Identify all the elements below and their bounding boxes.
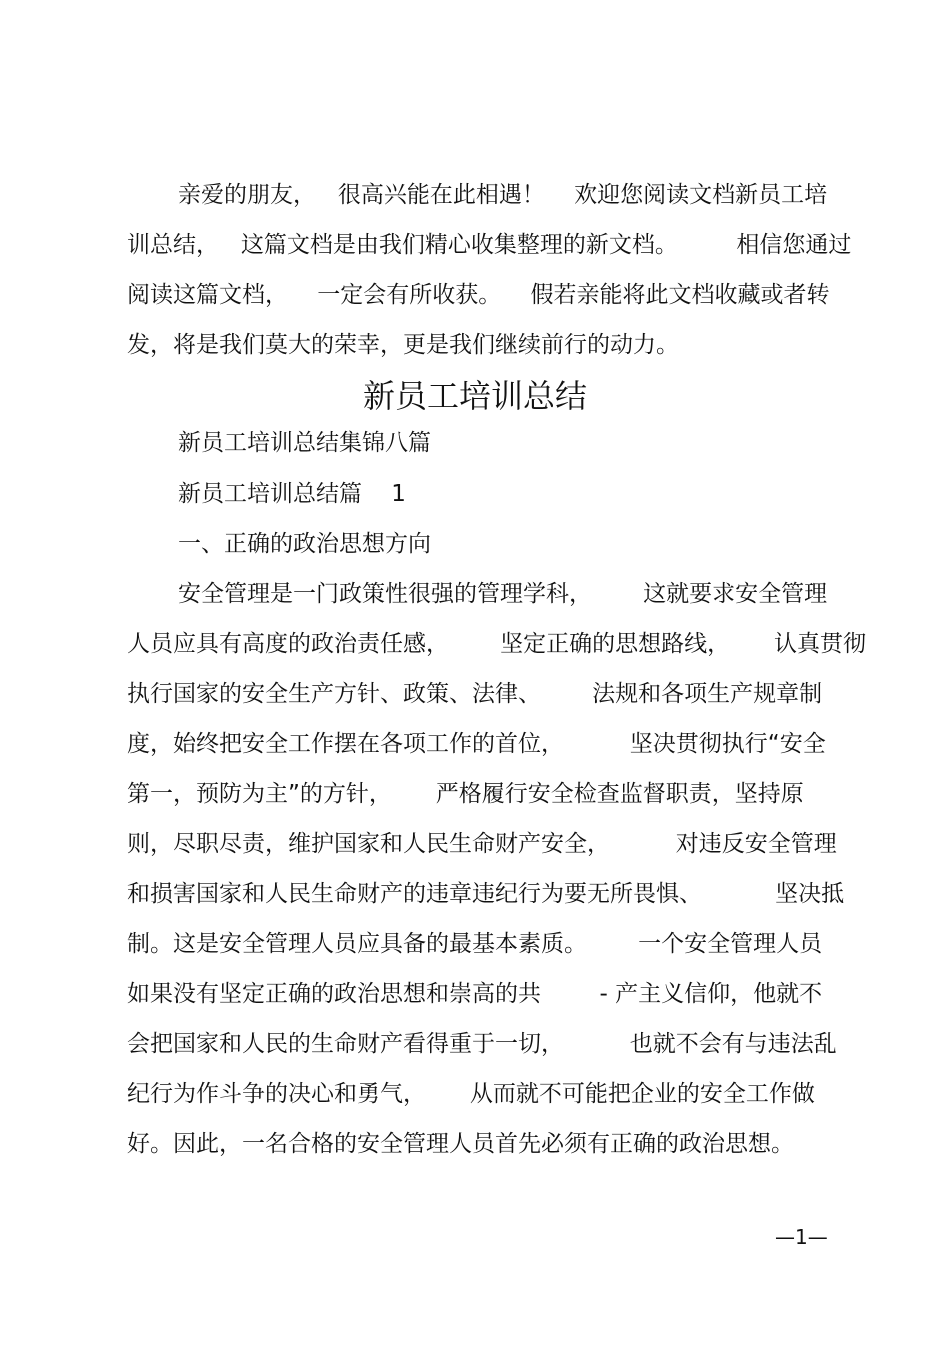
body-line-1: 安全管理是一门政策性很强的管理学科， 这就要求安全管理 — [178, 581, 828, 607]
section-heading: 新员工培训总结篇 1 — [178, 481, 406, 507]
body-line-6: 则，尽职尽责，维护国家和人民生命财产安全， 对违反安全管理 — [127, 831, 837, 857]
page-number: —1— — [775, 1225, 828, 1249]
intro-line-4: 发，将是我们莫大的荣幸，更是我们继续前行的动力。 — [127, 332, 679, 358]
intro-line-1: 亲爱的朋友， 很高兴能在此相遇！ 欢迎您阅读文档新员工培 — [178, 182, 828, 208]
body-line-12: 好。因此，一名合格的安全管理人员首先必须有正确的政治思想。 — [127, 1131, 794, 1157]
document-title: 新员工培训总结 — [362, 377, 587, 415]
body-line-3: 执行国家的安全生产方针、政策、法律、 法规和各项生产规章制 — [127, 681, 823, 707]
document-subtitle: 新员工培训总结集锦八篇 — [178, 430, 431, 456]
body-line-2: 人员应具有高度的政治责任感， 坚定正确的思想路线， 认真贯彻 — [127, 631, 867, 657]
body-line-10: 会把国家和人民的生命财产看得重于一切， 也就不会有与违法乱 — [127, 1031, 837, 1057]
body-line-8: 制。这是安全管理人员应具备的最基本素质。 一个安全管理人员 — [127, 931, 823, 957]
body-line-9: 如果没有坚定正确的政治思想和崇高的共 - 产主义信仰，他就不 — [127, 981, 823, 1007]
body-line-11: 纪行为作斗争的决心和勇气， 从而就不可能把企业的安全工作做 — [127, 1081, 815, 1107]
intro-line-2: 训总结， 这篇文档是由我们精心收集整理的新文档。 相信您通过 — [127, 232, 852, 258]
body-line-5: 第一，预防为主”的方针， 严格履行安全检查监督职责，坚持原 — [127, 781, 804, 807]
body-line-7: 和损害国家和人民生命财产的违章违纪行为要无所畏惧、 坚决抵 — [127, 881, 845, 907]
intro-line-3: 阅读这篇文档， 一定会有所收获。 假若亲能将此文档收藏或者转 — [127, 282, 830, 308]
point-heading: 一、正确的政治思想方向 — [178, 531, 431, 557]
body-line-4: 度，始终把安全工作摆在各项工作的首位， 坚决贯彻执行“安全 — [127, 731, 826, 757]
